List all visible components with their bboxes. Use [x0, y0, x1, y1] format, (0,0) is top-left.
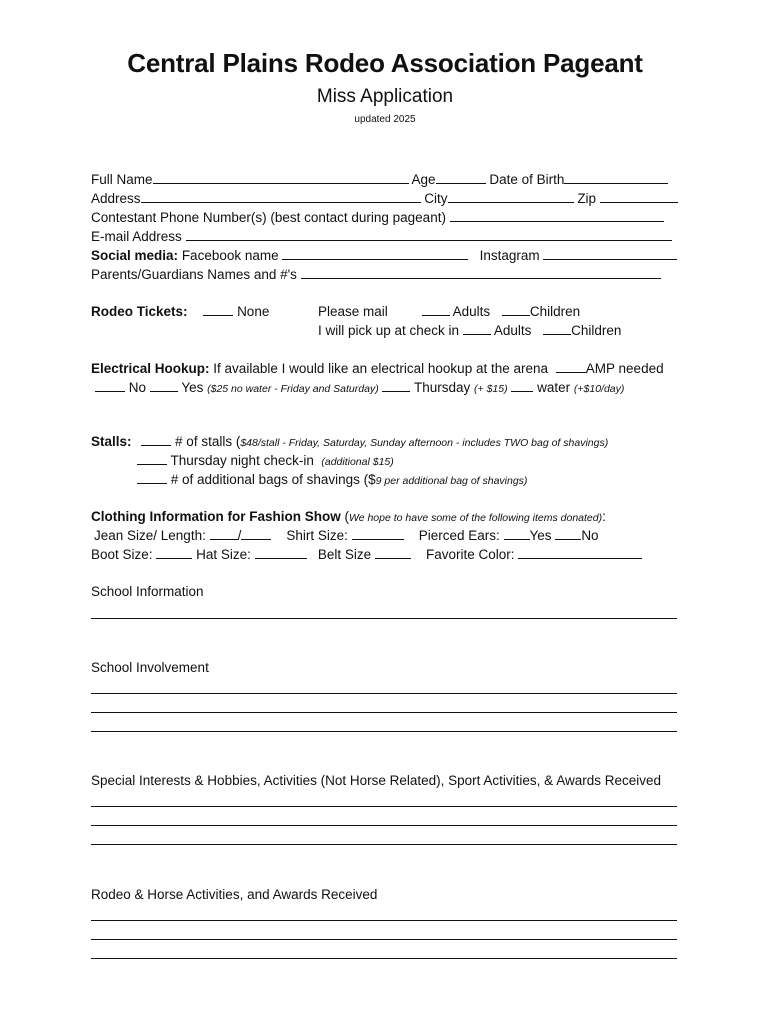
amp-label: AMP needed — [585, 361, 664, 376]
belt-size-label: Belt Size — [317, 547, 372, 562]
stalls-thursday-note: (additional $15) — [321, 456, 394, 468]
row-tickets — [91, 302, 269, 321]
dob-label: Date of Birth — [489, 172, 565, 187]
instagram-field[interactable] — [543, 246, 677, 260]
interests-heading: Special Interests & Hobbies, Activities (Not Horse Related), Sport Activities, & Awards Received — [91, 773, 661, 788]
city-label: City — [424, 191, 448, 206]
row-clothing-2 — [91, 545, 642, 564]
clothing-label: Clothing Information for Fashion Show — [91, 509, 341, 524]
phone-field[interactable] — [450, 208, 664, 222]
pierced-yes-field[interactable] — [504, 526, 530, 540]
amp-field[interactable] — [556, 359, 586, 373]
stalls-count-note: $48/stall - Friday, Saturday, Sunday afternoon - includes TWO bag of shavings) — [240, 437, 609, 449]
pierced-ears-label: Pierced Ears: — [418, 528, 500, 543]
tickets-label: Rodeo Tickets: — [91, 304, 188, 319]
tickets-none-label: None — [237, 304, 270, 319]
interests-line[interactable] — [91, 825, 677, 826]
stalls-label: Stalls: — [91, 434, 132, 449]
stalls-count-label: # of stalls ( — [175, 434, 241, 449]
zip-label: Zip — [577, 191, 597, 206]
electrical-thursday-label: Thursday — [413, 380, 471, 395]
row-electrical — [91, 359, 664, 378]
electrical-water-note: (+$10/day) — [573, 383, 625, 395]
school-involvement-heading: School Involvement — [91, 660, 209, 675]
pickup-children-field[interactable] — [543, 321, 571, 335]
shavings-note: 9 per additional bag of shavings) — [375, 475, 528, 487]
address-field[interactable] — [141, 189, 421, 203]
shirt-size-field[interactable] — [352, 526, 404, 540]
age-field[interactable] — [436, 170, 486, 184]
tickets-none-field[interactable] — [203, 302, 233, 316]
clothing-note: We hope to have some of the following items donated) — [348, 512, 603, 524]
jean-length-field[interactable] — [241, 526, 271, 540]
belt-size-field[interactable] — [375, 545, 411, 559]
electrical-no-field[interactable] — [95, 378, 125, 392]
mail-adults-field[interactable] — [422, 302, 450, 316]
electrical-water-label: water — [537, 380, 571, 395]
age-label: Age — [411, 172, 436, 187]
electrical-text: If available I would like an electrical hookup at the arena — [213, 361, 549, 376]
rodeo-line[interactable] — [91, 939, 677, 940]
facebook-field[interactable] — [282, 246, 468, 260]
updated-note: updated 2025 — [354, 114, 416, 125]
shirt-size-label: Shirt Size: — [286, 528, 348, 543]
row-clothing-1: Jean Size/ Length: / Shirt Size: Pierced Ears: Yes No — [94, 528, 599, 543]
school-involvement-line[interactable] — [91, 693, 677, 694]
electrical-yes-label: Yes — [181, 380, 204, 395]
row-full-name — [91, 170, 668, 189]
jean-size-field[interactable] — [210, 526, 238, 540]
stalls-count-field[interactable] — [141, 432, 171, 446]
row-parents — [91, 265, 661, 284]
full-name-field[interactable] — [153, 170, 409, 184]
pierced-no-label: No — [581, 528, 599, 543]
dob-field[interactable] — [564, 170, 668, 184]
row-tickets-pickup — [318, 321, 621, 340]
row-email — [91, 227, 672, 246]
page-subtitle: Miss Application — [316, 86, 454, 107]
shavings-label: # of additional bags of shavings ($ — [170, 472, 376, 487]
row-stalls-thursday — [137, 451, 394, 471]
electrical-no-label: No — [128, 380, 147, 395]
row-clothing-header: Clothing Information for Fashion Show (We hope to have some of the following items donated): — [91, 509, 606, 524]
row-social — [91, 246, 677, 265]
electrical-water-field[interactable] — [511, 378, 533, 392]
pickup-adults-label: Adults — [493, 323, 532, 338]
row-electrical-options — [95, 378, 624, 398]
school-info-heading: School Information — [91, 584, 204, 599]
pickup-adults-field[interactable] — [463, 321, 491, 335]
city-field[interactable] — [448, 189, 574, 203]
pickup-children-label: Children — [571, 323, 622, 338]
electrical-thursday-field[interactable] — [382, 378, 410, 392]
boot-size-label: Boot Size: — [91, 547, 153, 562]
favorite-color-label: Favorite Color: — [425, 547, 515, 562]
row-phone — [91, 208, 664, 227]
jean-size-label: Jean Size/ Length: — [94, 528, 206, 543]
row-tickets-mail — [318, 302, 580, 321]
full-name-label: Full Name — [91, 172, 153, 187]
social-media-label: Social media: — [91, 248, 179, 263]
school-info-line[interactable] — [91, 618, 677, 619]
parents-field[interactable] — [301, 265, 661, 279]
mail-adults-label: Adults — [452, 304, 491, 319]
address-label: Address — [91, 191, 141, 206]
electrical-thursday-note: (+ $15) — [474, 383, 508, 395]
row-stalls-shavings — [137, 470, 527, 490]
boot-size-field[interactable] — [156, 545, 192, 559]
zip-field[interactable] — [600, 189, 678, 203]
instagram-label: Instagram — [479, 248, 540, 263]
favorite-color-field[interactable] — [518, 545, 642, 559]
rodeo-heading: Rodeo & Horse Activities, and Awards Received — [91, 887, 378, 902]
email-label: E-mail Address — [91, 229, 182, 244]
pierced-no-field[interactable] — [555, 526, 581, 540]
mail-children-field[interactable] — [502, 302, 530, 316]
row-stalls — [91, 432, 608, 452]
hat-size-field[interactable] — [255, 545, 307, 559]
tickets-pickup-label: I will pick up at check in — [318, 323, 460, 338]
pierced-yes-label: Yes — [529, 528, 552, 543]
phone-label: Contestant Phone Number(s) (best contact during pageant) — [91, 210, 446, 225]
rodeo-line[interactable] — [91, 920, 677, 921]
email-field[interactable] — [186, 227, 672, 241]
stalls-thursday-label: Thursday night check-in — [170, 453, 314, 468]
shavings-field[interactable] — [137, 470, 167, 484]
stalls-thursday-field[interactable] — [137, 451, 167, 465]
electrical-yes-field[interactable] — [150, 378, 178, 392]
hat-size-label: Hat Size: — [196, 547, 251, 562]
page-title: Central Plains Rodeo Association Pageant — [127, 48, 643, 78]
parents-label: Parents/Guardians Names and #'s — [91, 267, 297, 282]
school-involvement-line[interactable] — [91, 712, 677, 713]
tickets-mail-label: Please mail — [318, 304, 388, 319]
row-address — [91, 189, 678, 208]
interests-line[interactable] — [91, 806, 677, 807]
electrical-label: Electrical Hookup: — [91, 361, 210, 376]
rodeo-line[interactable] — [91, 958, 677, 959]
interests-line[interactable] — [91, 844, 677, 845]
school-involvement-line[interactable] — [91, 731, 677, 732]
electrical-yes-note: ($25 no water - Friday and Saturday) — [207, 383, 379, 395]
mail-children-label: Children — [529, 304, 581, 319]
facebook-label: Facebook name — [181, 248, 279, 263]
